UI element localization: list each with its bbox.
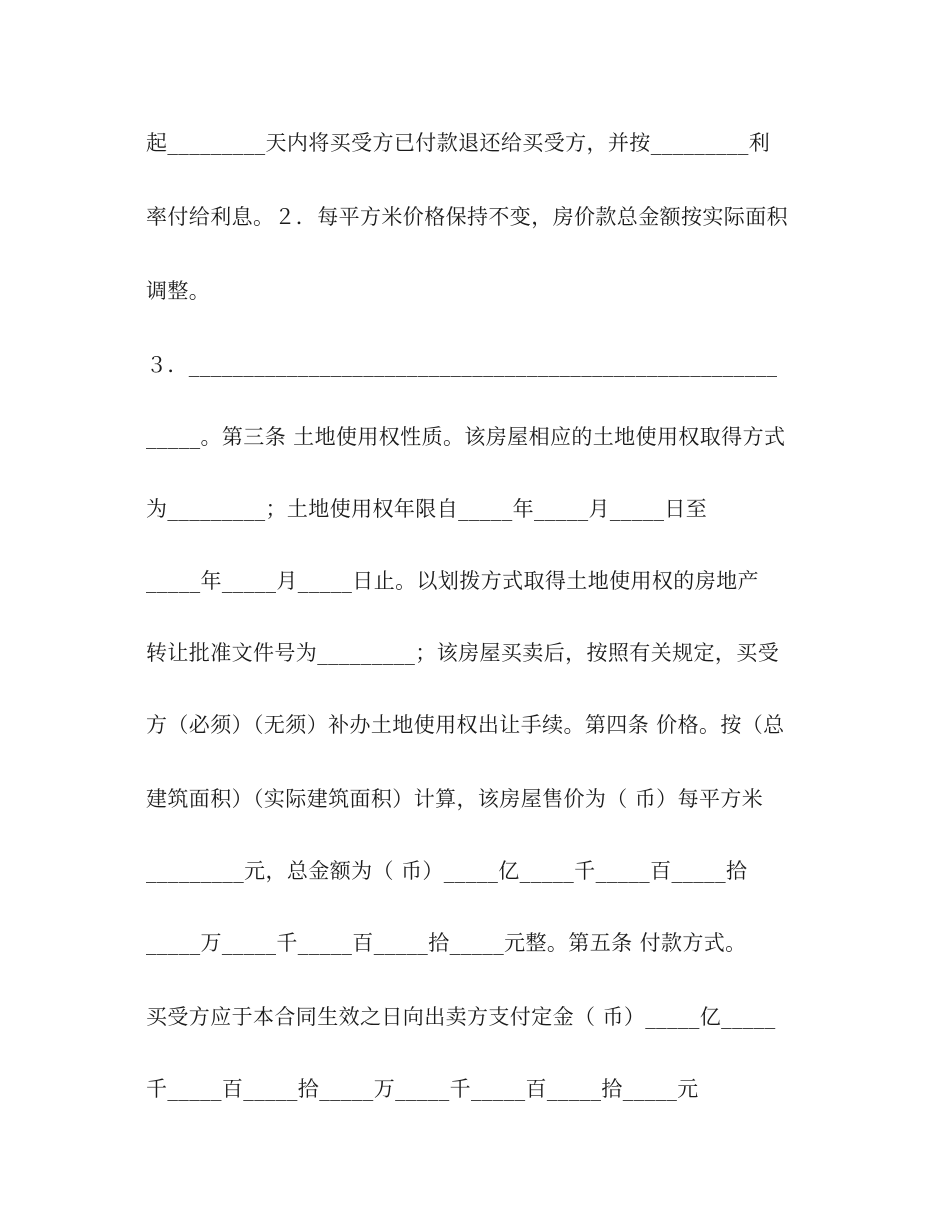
text-line-1: 起_________天内将买受方已付款退还给买受方，并按_________利 [146, 131, 771, 155]
text-line-8: 转让批准文件号为_________；该房屋买卖后，按照有关规定，买受 [146, 641, 780, 665]
text-line-7: _____年_____月_____日止。以划拨方式取得土地使用权的房地产 [146, 569, 759, 593]
text-line-10: 建筑面积）（实际建筑面积）计算，该房屋售价为（ 币）每平方米 [146, 787, 764, 811]
text-line-11: _________元，总金额为（ 币）_____亿_____千_____百_____拾 [146, 859, 748, 883]
text-line-4: ３．______________________________________________________ [146, 353, 778, 377]
text-line-6: 为_________；土地使用权年限自_____年_____月_____日至 [146, 497, 708, 521]
text-line-2: 率付给利息。２．每平方米价格保持不变，房价款总金额按实际面积 [146, 205, 788, 229]
text-line-9: 方（必须）（无须）补办土地使用权出让手续。第四条 价格。按（总 [146, 713, 785, 737]
text-line-13: 买受方应于本合同生效之日向出卖方支付定金（ 币）_____亿_____ [146, 1005, 776, 1029]
text-line-14: 千_____百_____拾_____万_____千_____百_____拾_____元 [146, 1077, 699, 1101]
text-line-5: _____。第三条 土地使用权性质。该房屋相应的土地使用权取得方式 [146, 425, 786, 449]
text-line-3: 调整。 [146, 279, 211, 303]
text-line-12: _____万_____千_____百_____拾_____元整。第五条 付款方式。 [146, 931, 747, 955]
